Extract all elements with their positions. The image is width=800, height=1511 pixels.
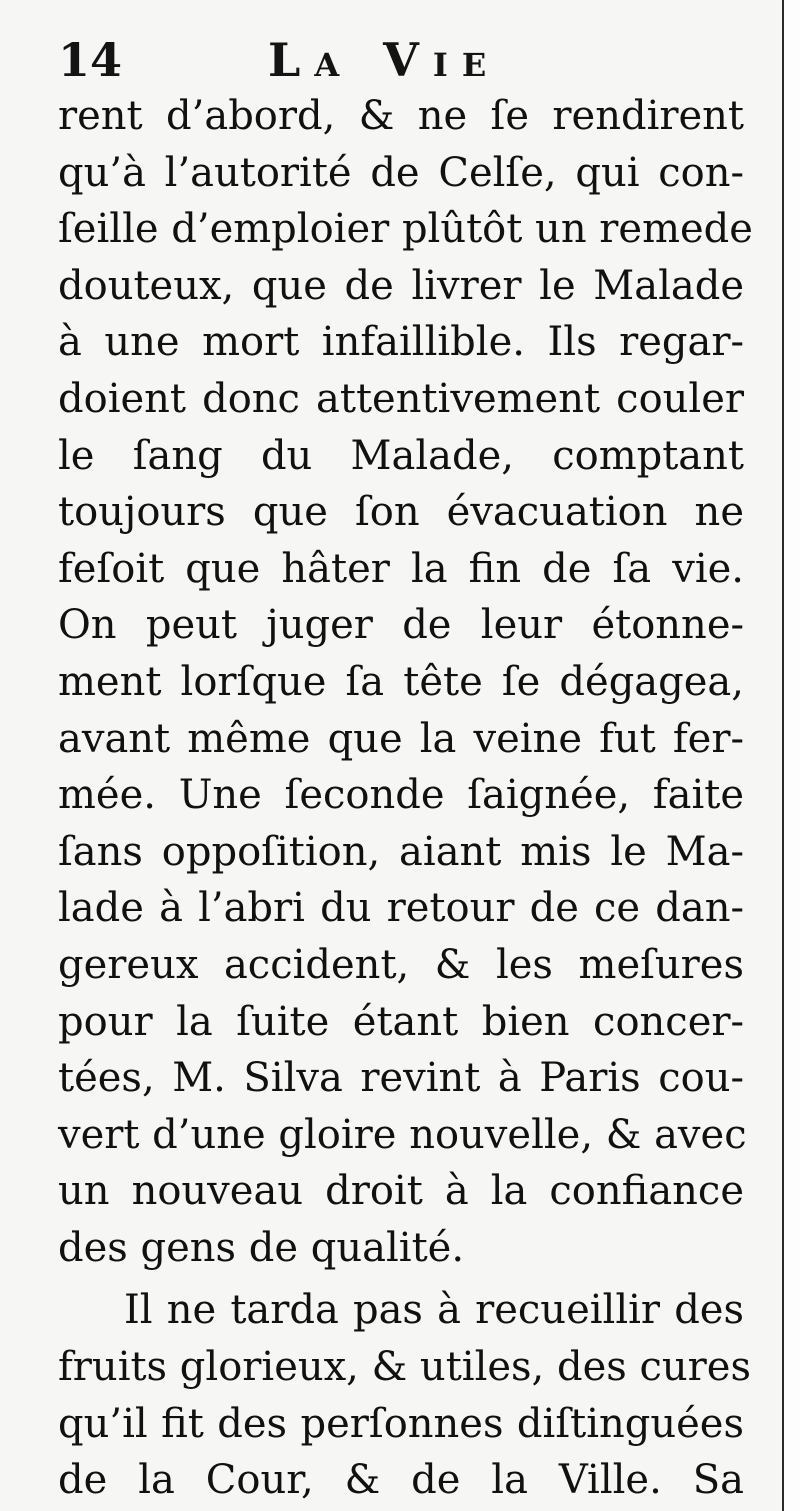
running-head: La Vie — [268, 33, 501, 87]
text-line: ment lorſque ſa tête ſe dégagea, — [58, 658, 744, 705]
paragraph-1 — [58, 88, 753, 1276]
text-line: tées, M. Silva revint à Paris cou- — [58, 1055, 744, 1102]
text-line: toujours que ſon évacuation ne — [58, 489, 744, 536]
text-line: gereux accident, & les meſures — [58, 941, 744, 988]
text-line: avant même que la veine fut fer- — [58, 715, 744, 762]
text-line: vert d’une gloire nouvelle, & avec — [58, 1111, 747, 1158]
text-line: des gens de qualité. — [58, 1224, 465, 1271]
paragraph-2 — [58, 1282, 751, 1508]
text-line: qu’à l’autorité de Celſe, qui con- — [58, 149, 744, 196]
text-line: ſans oppoſition, aiant mis le Ma- — [58, 828, 744, 875]
text-line: Il ne tarda pas à recueillir des — [124, 1287, 744, 1334]
page-edge — [782, 0, 800, 1511]
text-line: rent d’abord, & ne ſe rendirent — [58, 93, 744, 139]
page-number: 14 — [58, 33, 123, 87]
page-header — [58, 28, 738, 88]
text-line: qu’il fit des perſonnes diſtinguées — [58, 1400, 744, 1447]
body-text — [58, 88, 753, 1509]
text-line: ſeille d’emploier plûtôt un remede — [58, 206, 753, 253]
text-line: feſoit que hâter la fin de ſa vie. — [58, 545, 744, 592]
text-line: un nouveau droit à la confiance — [58, 1168, 744, 1215]
text-line: à une mort infaillible. Ils regar- — [58, 319, 744, 366]
text-line: douteux, que de livrer le Malade — [58, 262, 744, 309]
text-line: de la Cour, & de la Ville. Sa — [58, 1457, 744, 1504]
text-line: pour la ſuite étant bien concer- — [58, 998, 744, 1045]
text-line: lade à l’abri du retour de ce dan- — [58, 885, 744, 932]
text-line: fruits glorieux, & utiles, des cures — [58, 1344, 751, 1391]
text-line: doient donc attentivement couler — [58, 375, 744, 422]
text-line: le ſang du Malade, comptant — [58, 432, 744, 479]
text-line: On peut juger de leur étonne- — [58, 602, 744, 649]
text-line: mée. Une ſeconde ſaignée, faite — [58, 772, 744, 819]
